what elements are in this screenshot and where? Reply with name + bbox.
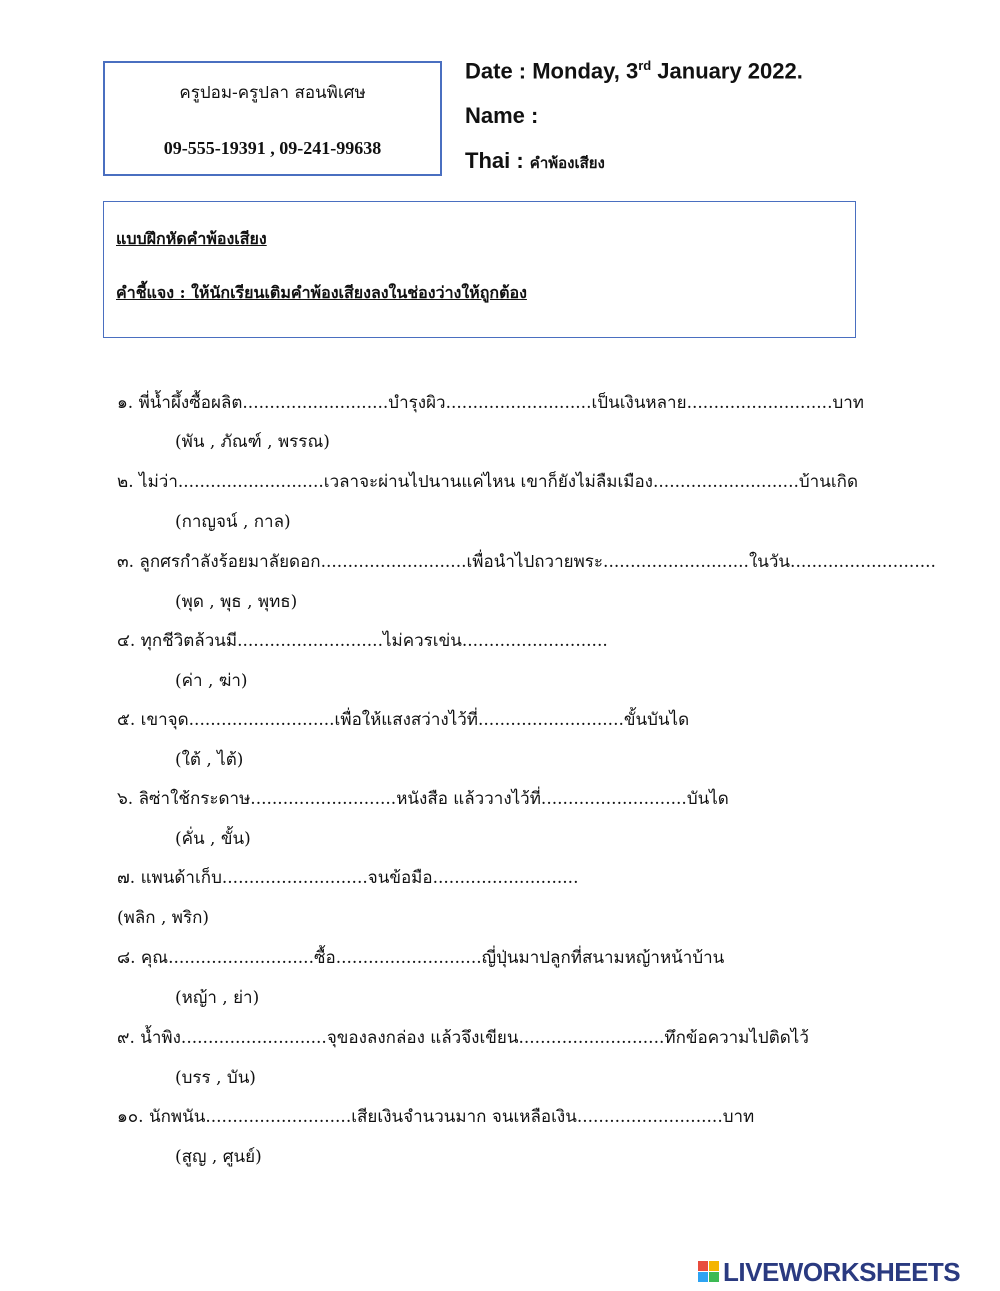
question-7: ๗. แพนด้าเก็บ...........................จนข้อมือ........................... <box>117 868 579 888</box>
tutor-info-box <box>103 61 442 176</box>
date-line <box>465 58 803 84</box>
question-10-options: (สูญ , ศูนย์) <box>175 1147 262 1167</box>
question-3: ๓. ลูกศรกำลังร้อยมาลัยดอก...........................เพื่อนำไปถวายพระ...........................ในวัน........................... <box>117 552 936 572</box>
question-1-options: (พัน , ภัณฑ์ , พรรณ) <box>175 432 330 452</box>
instructions-box <box>103 201 856 338</box>
question-6: ๖. ลิซ่าใช้กระดาษ...........................หนังสือ แล้ววางไว้ที่...........................บันได <box>117 789 729 809</box>
question-6-options: (คั่น , ขั้น) <box>175 829 251 849</box>
question-9-options: (บรร , บัน) <box>175 1068 256 1088</box>
question-10: ๑๐. นักพนัน...........................เสียเงินจำนวนมาก จนเหลือเงิน...........................บาท <box>117 1107 755 1127</box>
question-4-options: (ค่า , ฆ่า) <box>175 671 248 691</box>
question-4: ๔. ทุกชีวิตล้วนมี...........................ไม่ควรเข่น........................... <box>117 631 608 651</box>
question-2: ๒. ไม่ว่า...........................เวลาจะผ่านไปนานแค่ไหน เขาก็ยังไม่ลืมเมือง...........................บ้านเกิด <box>117 472 858 492</box>
question-2-options: (กาญจน์ , กาล) <box>175 512 291 532</box>
liveworksheets-logo-text: LIVEWORKSHEETS <box>723 1256 961 1287</box>
question-8: ๘. คุณ...........................ซื้อ...........................ญี่ปุ่นมาปลูกที่สนามหญ้าหน้าบ้าน <box>117 948 725 968</box>
name-label: Name : <box>465 103 539 128</box>
question-8-options: (หญ้า , ย่า) <box>175 988 260 1008</box>
exercise-title: แบบฝึกหัดคำพ้องเสียง <box>116 229 267 248</box>
date-rest: January 2022. <box>651 58 803 84</box>
subject-label: Thai : <box>465 148 524 173</box>
date-ordinal: rd <box>638 58 652 73</box>
question-5-options: (ใต้ , ไต้) <box>175 750 244 770</box>
liveworksheets-logo-icon <box>698 1261 720 1283</box>
question-7-options: (พลิก , พริก) <box>117 908 210 928</box>
liveworksheets-logo[interactable] <box>698 1257 960 1287</box>
question-3-options: (พุด , พุธ , พุทธ) <box>175 592 298 612</box>
exercise-direction: คำชี้แจง : ให้นักเรียนเติมคำพ้องเสียงลงในช่องว่างให้ถูกต้อง <box>116 283 527 302</box>
question-5: ๕. เขาจุด...........................เพื่อให้แสงสว่างไว้ที่...........................ขั้นบันได <box>117 710 690 730</box>
tutor-name: ครูปอม-ครูปลา สอนพิเศษ <box>179 83 366 103</box>
tutor-phones: 09-555-19391 , 09-241-99638 <box>163 138 382 158</box>
question-9: ๙. น้ำพิง...........................จุของลงกล่อง แล้วจึงเขียน...........................ทึกข้อความไปติดไว้ <box>117 1028 809 1048</box>
subject-topic: คำพ้องเสียง <box>529 154 605 172</box>
date-label: Date : Monday, 3 <box>465 58 639 84</box>
question-1: ๑. พี่น้ำผึ้งซื้อผลิต...........................บำรุงผิว...........................เป็นเงินหลาย...........................บาท <box>117 393 865 413</box>
subject-line <box>465 148 605 175</box>
